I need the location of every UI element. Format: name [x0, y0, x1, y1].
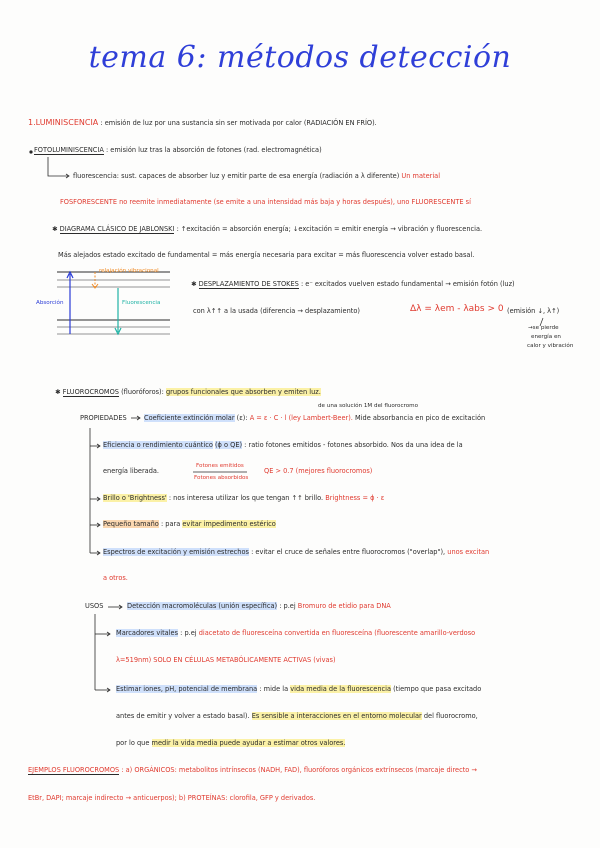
uso3-highlight: vida media de la fluorescencia: [290, 685, 392, 693]
estado-line: Más alejados estado excitado de fundamental = más energía necesaria para excitar = más fluorescencia volver estado basal.: [58, 251, 475, 259]
uso3-line3-text: por lo que: [116, 739, 150, 747]
jablonski-line: ✱ DIAGRAMA CLÁSICO DE JABLONSKI : ↑excitación = absorción energía; ↓excitación = emitir energía → vibración y fluorescencia.: [52, 225, 483, 233]
uso2-def: : p.ej: [180, 629, 197, 637]
pierde-note-1: →se pierde: [528, 325, 559, 331]
uso3-def: : mide la: [259, 685, 289, 693]
fluorocromos-heading: FLUOROCROMOS: [62, 388, 119, 396]
uso2-label: Marcadores vitales: [116, 629, 179, 637]
espectros-line2: a otros.: [103, 574, 128, 582]
fluorescencia-line: [73, 172, 440, 181]
fluorescencia-label: Fluorescencia: [122, 300, 161, 306]
fosforescente-line: FOSFORESCENTE no reemite inmediatamente (se emite a una intensidad más baja y horas después), uno FLUORESCENTE sí: [60, 198, 471, 206]
luminiscencia-definition: : emisión de luz por una sustancia sin ser motivada por calor (RADIACIÓN EN FRÍO).: [100, 119, 377, 127]
ejemplos-line: [28, 766, 477, 775]
fotoluminiscencia-definition: : emisión luz tras la absorción de fotones (rad. electromagnética): [105, 146, 322, 154]
tamano-highlight: evitar impedimento estérico: [182, 520, 276, 528]
brillo-formula: Brightness = ϕ · ε: [325, 494, 385, 502]
stokes-line-2: con λ↑↑ a la usada (diferencia → desplazamiento): [193, 307, 360, 315]
espectros-line: [103, 548, 489, 557]
uso1-label: Detección macromoléculas (unión específica): [127, 602, 278, 610]
brillo-label: Brillo o 'Brightness': [103, 494, 167, 502]
tamano-label: Pequeño tamaño: [103, 520, 159, 528]
section-heading-luminiscencia: 1.LUMINISCENCIA: [28, 118, 99, 127]
uso2-line: [116, 629, 475, 638]
stokes-label: DESPLAZAMIENTO DE STOKES: [198, 280, 299, 288]
ejemplos-def: : a) ORGÁNICOS: metabolitos intrínsecos (NADH, FAD), fluoróforos orgánicos extrínsecos (marcaje directo →: [121, 766, 477, 774]
tamano-line: [103, 520, 276, 529]
jablonski-label: DIAGRAMA CLÁSICO DE JABLONSKI: [59, 225, 175, 233]
fotoluminiscencia-label: FOTOLUMINISCENCIA: [34, 146, 104, 154]
page-title: tema 6: métodos detección: [88, 40, 512, 75]
espectros-def: : evitar el cruce de señales entre fluorocromos ("overlap"),: [251, 548, 446, 556]
absorcion-label: Absorción: [36, 300, 64, 306]
ejemplos-label: EJEMPLOS FLUOROCROMOS: [28, 766, 120, 774]
uso1-def: : p.ej: [279, 602, 296, 610]
usos-label: USOS: [85, 602, 104, 610]
coef-def: (ε):: [236, 414, 248, 422]
uso3-tail: (tiempo que pasa excitado: [393, 685, 482, 693]
eff-def: : ratio fotones emitidos - fotones absorbido. Nos da una idea de la: [244, 441, 463, 449]
pierde-note-2: energía en: [531, 334, 561, 340]
uso3-line: [116, 685, 481, 694]
relax-label: relajación vibracional: [99, 268, 159, 274]
coef-note: de una solución 1M del fluorocromo: [318, 403, 419, 409]
pierde-note-3: calor y vibración: [527, 343, 574, 349]
fluorescencia-definition: fluorescencia: sust. capaces de absorber luz y emitir parte de esa energía (radiación a λ diferente): [73, 172, 400, 180]
ejemplos-line2: EtBr, DAPI; marcaje indirecto → anticuerpos); b) PROTEÍNAS: clorofila, GFP y derivados.: [28, 794, 316, 802]
uso3-label: Estimar iones, pH, potencial de membrana: [116, 685, 258, 693]
eff-symbol: (ϕ o QE): [214, 441, 243, 449]
eff-line: [103, 441, 463, 450]
coef-line: [144, 414, 485, 423]
fluorescencia-red-note: Un material: [401, 172, 441, 180]
eff-qe: [264, 467, 372, 476]
uso3-line3: [116, 739, 345, 748]
eff-frac-den: Fotones absorbidos: [194, 475, 249, 481]
bullet-dot: [29, 150, 32, 153]
stokes-note: (emisión ↓, λ↑): [507, 307, 560, 315]
tamano-def: : para: [160, 520, 181, 528]
prop-label: PROPIEDADES: [80, 414, 127, 422]
coef-label: Coeficiente extinción molar: [144, 414, 235, 422]
eff-qe-text: QE > 0.7 (mejores fluorocromos): [264, 467, 373, 475]
luminiscencia-line: [28, 118, 377, 128]
uso3-line2-tail: del fluorocromo,: [423, 712, 478, 720]
stokes-line: ✱ DESPLAZAMIENTO DE STOKES : e⁻ excitados vuelven estado fundamental → emisión fotón (luz): [191, 280, 515, 288]
uso3-line2: [116, 712, 478, 721]
jablonski-definition: : ↑excitación = absorción energía; ↓excitación = emitir energía → vibración y fluorescencia.: [176, 225, 483, 233]
fluorocromos-highlight: grupos funcionales que absorben y emiten luz.: [165, 388, 321, 396]
eff-line2: energía liberada.: [103, 467, 160, 475]
uso3-line2-text: antes de emitir y volver a estado basal).: [116, 712, 250, 720]
fluorocromos-line: ✱ FLUOROCROMOS (fluoróforos): grupos funcionales que absorben y emiten luz.: [55, 388, 321, 396]
espectros-label: Espectros de excitación y emisión estrechos: [103, 548, 249, 556]
arrow-line: [48, 157, 68, 176]
brillo-line: [103, 494, 384, 503]
eff-frac-num: Fotones emitidos: [196, 463, 244, 469]
uso1-red: Bromuro de etidio para DNA: [297, 602, 391, 610]
uso2-line2: λ=519nm) SOLO EN CÉLULAS METABÓLICAMENTE ACTIVAS (vivas): [116, 656, 336, 664]
eff-label: Eficiencia o rendimiento cuántico: [103, 441, 213, 449]
fluorocromos-def: (fluoróforos):: [121, 388, 164, 396]
espectros-red: unos excitan: [447, 548, 490, 556]
uso2-red: diacetato de fluoresceína convertida en fluoresceína (fluorescente amarillo-verdoso: [198, 629, 476, 637]
fotoluminiscencia-line: [34, 146, 322, 155]
coef-formula: A = ε · C · l (ley Lambert-Beer).: [249, 414, 353, 422]
uso3-highlight-2: Es sensible a interacciones en el entorno molecular: [251, 712, 422, 720]
uso1-line: [127, 602, 391, 611]
coef-tail: Mide absorbancia en pico de excitación: [355, 414, 486, 422]
uso3-highlight-3: medir la vida media puede ayudar a estimar otros valores.: [151, 739, 346, 747]
stokes-definition: : e⁻ excitados vuelven estado fundamental → emisión fotón (luz): [300, 280, 515, 288]
stokes-formula: Δλ = λem - λabs > 0: [410, 304, 504, 314]
brillo-def: : nos interesa utilizar los que tengan ↑↑ brillo.: [168, 494, 324, 502]
